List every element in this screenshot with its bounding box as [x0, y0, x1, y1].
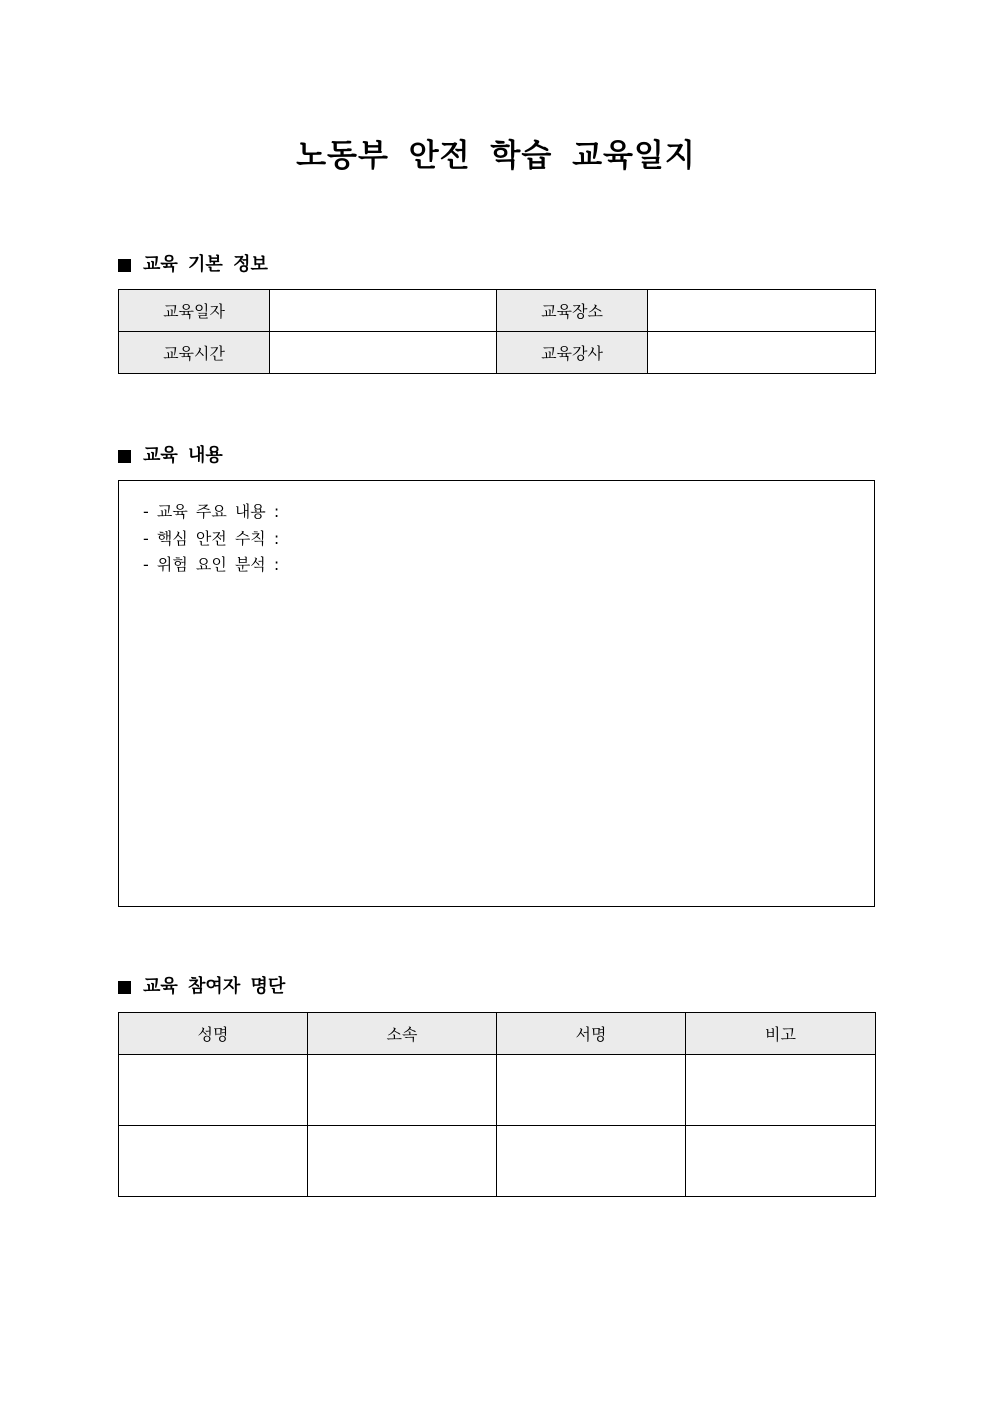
participants-table [118, 1012, 876, 1197]
education-time-field[interactable] [270, 332, 497, 374]
content-item-safety-rules: - 핵심 안전 수칙 : [143, 528, 280, 548]
education-place-field[interactable] [648, 290, 876, 332]
section-heading-participants [118, 975, 285, 999]
participant-name-cell[interactable] [119, 1126, 308, 1197]
participant-affiliation-cell[interactable] [308, 1055, 497, 1126]
content-list [119, 481, 874, 579]
participant-remarks-cell[interactable] [686, 1126, 876, 1197]
page-title: 노동부 안전 학습 교육일지 [296, 138, 696, 174]
section-heading-label: 교육 참여자 명단 [143, 976, 286, 997]
label-education-time: 교육시간 [119, 332, 270, 374]
column-header-signature: 서명 [497, 1013, 686, 1055]
section-heading-basic-info [118, 253, 268, 277]
column-header-affiliation: 소속 [308, 1013, 497, 1055]
participant-remarks-cell[interactable] [686, 1055, 876, 1126]
basic-info-table [118, 289, 876, 374]
content-item-risk-analysis: - 위험 요인 분석 : [143, 555, 280, 574]
participant-affiliation-cell[interactable] [308, 1126, 497, 1197]
label-education-date: 교육일자 [119, 290, 270, 332]
label-education-instructor: 교육강사 [497, 332, 648, 374]
column-header-name: 성명 [119, 1013, 308, 1055]
table-row [119, 290, 876, 332]
table-row [119, 332, 876, 374]
table-header-row [119, 1013, 876, 1055]
table-row [119, 1055, 876, 1126]
square-bullet-icon [118, 450, 131, 463]
square-bullet-icon [118, 981, 131, 994]
participant-name-cell[interactable] [119, 1055, 308, 1126]
section-heading-label: 교육 내용 [143, 445, 223, 466]
label-education-place: 교육장소 [497, 290, 648, 332]
square-bullet-icon [118, 259, 131, 272]
content-item-main: - 교육 주요 내용 : [143, 502, 280, 521]
section-heading-content [118, 444, 223, 468]
table-row [119, 1126, 876, 1197]
participant-signature-cell[interactable] [497, 1126, 686, 1197]
education-instructor-field[interactable] [648, 332, 876, 374]
section-heading-label: 교육 기본 정보 [143, 254, 268, 275]
education-content-box[interactable] [118, 480, 875, 907]
education-date-field[interactable] [270, 290, 497, 332]
participant-signature-cell[interactable] [497, 1055, 686, 1126]
column-header-remarks: 비고 [686, 1013, 876, 1055]
